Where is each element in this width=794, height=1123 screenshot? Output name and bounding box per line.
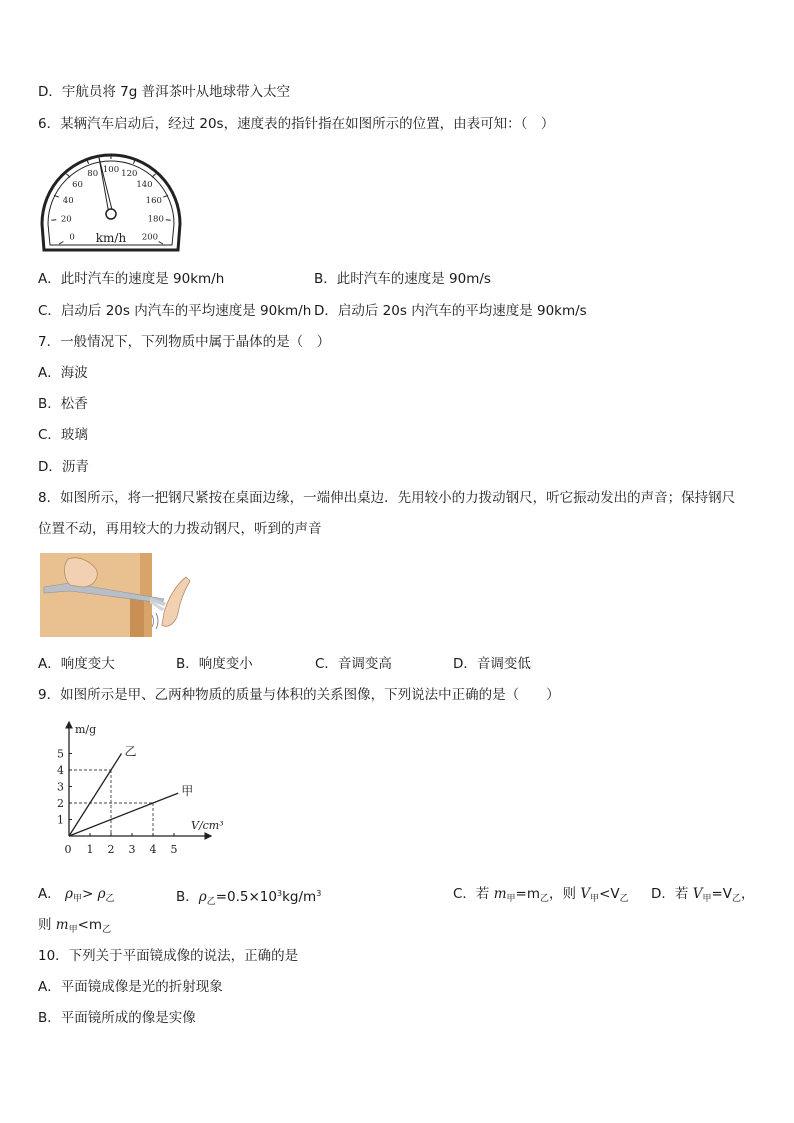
sound-wave-mark (152, 613, 158, 629)
x-tick-label-5: 5 (170, 843, 178, 856)
q8-stem-line2: 位置不动，再用较大的力拨动钢尺，听到的声音 (38, 521, 322, 537)
x-tick-label-2: 2 (107, 843, 115, 856)
q10-option-a: A．平面镜成像是光的折射现象 (38, 979, 223, 995)
q9-a-sub-yi: 乙 (105, 894, 115, 904)
q6-option-a: A．此时汽车的速度是 90km/h (38, 271, 225, 287)
q9-b-unit-exp: 3 (316, 889, 322, 898)
right-hand (162, 577, 190, 626)
q9-a-gt: > (82, 886, 98, 902)
dial-label-160: 160 (145, 196, 162, 207)
q9-option-d-part1 (651, 885, 755, 908)
q8-option-b: B．响度变小 (176, 656, 253, 672)
series-line-0 (69, 754, 122, 837)
q9-c-sub2: 乙 (540, 894, 550, 904)
q9-d-then: 则 (38, 917, 56, 933)
dial-label-20: 20 (60, 214, 72, 225)
q7-option-d: D．沥青 (38, 459, 89, 475)
q9-c-lt: <V (599, 886, 620, 902)
q9-option-d-part2 (38, 916, 111, 939)
q8-option-a: A．响度变大 (38, 656, 115, 672)
q7-option-b: B．松香 (38, 396, 88, 412)
q9-d-m: m (55, 917, 69, 933)
dial-label-60: 60 (72, 179, 83, 190)
y-tick-label-3: 3 (57, 780, 64, 794)
series-line-1 (69, 793, 178, 836)
dial-label-100: 100 (102, 165, 120, 175)
q6-option-b: B．此时汽车的速度是 90m/s (314, 271, 491, 287)
q9-b-sub: 乙 (206, 897, 216, 907)
q8-stem-line1: 8．如图所示，将一把钢尺紧按在桌面边缘，一端伸出桌边．先用较小的力拨动钢尺，听它振动发出的声音；保持钢尺 (38, 490, 736, 506)
q9-c-sub4: 乙 (619, 894, 629, 904)
dial-tick-20 (51, 220, 56, 221)
q8-option-c: C．音调变高 (315, 656, 392, 672)
q9-b-prefix: B． (176, 889, 199, 905)
x-tick-label-0: 0 (64, 843, 72, 856)
dial-label-80: 80 (87, 168, 99, 179)
speed-unit-label: km/h (95, 231, 127, 245)
q8-option-d: D．音调变低 (453, 656, 531, 672)
dial-label-140: 140 (136, 179, 153, 190)
y-axis-label: m/g (75, 723, 97, 736)
q5-option-d: D．宇航员将 7g 普洱茶叶从地球带入太空 (38, 84, 291, 100)
q9-c-prefix: C．若 (453, 886, 494, 902)
q9-option-b (176, 885, 321, 911)
q9-b-unit: kg/m (282, 889, 317, 905)
mass-volume-chart (55, 712, 230, 862)
q10-option-b: B．平面镜所成的像是实像 (38, 1010, 196, 1026)
q9-d-v: V (692, 886, 703, 902)
q9-c-then: ，则 (549, 886, 581, 902)
dial-tick-140 (152, 174, 156, 177)
y-tick-label-2: 2 (57, 797, 64, 810)
q9-a-rho2: ρ (97, 886, 106, 902)
series-label-0: 乙 (124, 744, 137, 759)
q9-d-lt: <m (77, 917, 103, 933)
q9-option-a (38, 885, 115, 908)
q9-c-v: V (580, 886, 591, 902)
q7-stem: 7．一般情况下，下列物质中属于晶体的是（ ） (38, 334, 331, 350)
ruler-table-illustration (40, 553, 196, 637)
needle-pivot (106, 209, 116, 219)
dial-label-40: 40 (62, 196, 74, 207)
y-tick-label-5: 5 (57, 747, 64, 761)
y-tick-label-4: 4 (57, 764, 64, 777)
dial-tick-0 (59, 242, 63, 245)
dial-label-0: 0 (69, 232, 75, 243)
q9-c-m: m (493, 886, 507, 902)
x-tick-label-4: 4 (149, 843, 157, 856)
q9-d-eq: =V (711, 886, 732, 902)
q6-stem: 6．某辆汽车启动后，经过 20s，速度表的指针指在如图所示的位置，由表可知：（ ） (38, 116, 555, 132)
q9-c-eq: =m (515, 886, 541, 902)
q9-b-rho: ρ (198, 889, 207, 905)
dial-tick-60 (66, 174, 70, 177)
q9-b-exp: 3 (277, 889, 283, 898)
q9-c-sub3: 甲 (590, 894, 600, 904)
q9-a-prefix: A． (38, 886, 61, 902)
q6-option-d: D．启动后 20s 内汽车的平均速度是 90km/s (314, 303, 587, 319)
dial-tick-200 (159, 242, 163, 245)
speedometer-figure (38, 142, 184, 254)
q9-d-comma: ， (741, 886, 755, 902)
series-label-1: 甲 (181, 784, 194, 799)
x-axis-label: V/cm³ (191, 819, 224, 832)
q9-c-sub1: 甲 (506, 894, 516, 904)
q9-option-c (453, 885, 629, 908)
q9-d-sub2: 乙 (732, 894, 742, 904)
q10-stem: 10．下列关于平面镜成像的说法，正确的是 (38, 948, 299, 964)
q9-b-value: =0.5×10 (215, 889, 277, 905)
dial-label-180: 180 (147, 214, 164, 225)
x-tick-label-1: 1 (86, 843, 94, 856)
y-tick-label-1: 1 (57, 813, 64, 827)
dial-tick-180 (166, 220, 171, 221)
q6-option-c: C．启动后 20s 内汽车的平均速度是 90km/h (38, 303, 312, 319)
dial-label-200: 200 (141, 232, 159, 243)
q9-d-sub4: 乙 (102, 925, 112, 935)
q9-a-sub-jia: 甲 (72, 894, 82, 904)
dial-label-120: 120 (121, 168, 138, 179)
q7-option-c: C．玻璃 (38, 427, 88, 443)
x-tick-label-3: 3 (128, 843, 136, 856)
q9-stem: 9．如图所示是甲、乙两种物质的质量与体积的关系图像，下列说法中正确的是（ ） (38, 687, 560, 703)
q9-d-prefix: D．若 (651, 886, 693, 902)
q9-d-sub1: 甲 (702, 894, 712, 904)
q7-option-a: A．海波 (38, 365, 88, 381)
q9-d-sub3: 甲 (68, 925, 78, 935)
table-leg (130, 595, 144, 637)
q9-a-rho: ρ (65, 886, 73, 902)
